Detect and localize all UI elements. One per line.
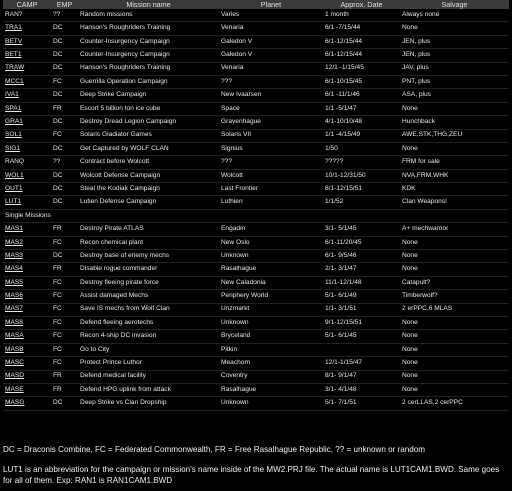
cell-date: 12/1 -1/15/45 [323,62,400,75]
table-row [3,236,509,249]
cell-emp: ?? [51,156,78,169]
cell-planet: New Oslo [219,236,323,249]
table-row [3,142,509,155]
cell-planet: Solaris VII [219,129,323,142]
cell-date: 12/1-1/15/47 [323,357,400,370]
cell-emp: FC [51,276,78,289]
cell-salvage: None [400,236,509,249]
camp-code[interactable]: LUT1 [3,196,51,209]
cell-planet: ??? [219,75,323,88]
cell-name: Hanson's Roughriders Training [78,62,219,75]
cell-date: 8/1-12/15/51 [323,183,400,196]
camp-code[interactable]: MAS8 [3,316,51,329]
cell-planet: Coventry [219,370,323,383]
camp-code[interactable]: MASA [3,330,51,343]
cell-salvage: None [400,22,509,35]
cell-emp: FR [51,370,78,383]
cell-planet: Signius [219,142,323,155]
cell-emp: DC [51,169,78,182]
camp-code[interactable]: MASG [3,397,51,410]
camp-code: RAN? [3,9,51,22]
cell-emp: ?? [51,9,78,22]
cell-date: 8/1- 9/1/47 [323,370,400,383]
table-row [3,276,509,289]
cell-planet: Rasalhague [219,383,323,396]
cell-name: Solaris Gladiator Games [78,129,219,142]
camp-code[interactable]: WOL1 [3,169,51,182]
cell-name: Wolcott Defense Campaign [78,169,219,182]
cell-planet: New Ivaarsen [219,89,323,102]
camp-code[interactable]: MAS7 [3,303,51,316]
camp-code[interactable]: MAS4 [3,263,51,276]
table-row [3,290,509,303]
camp-code[interactable]: SOL1 [3,129,51,142]
table-row [3,35,509,48]
cell-date: 6/1 -11/1/46 [323,89,400,102]
cell-emp: DC [51,49,78,62]
camp-code[interactable]: MAS1 [3,223,51,236]
table-body [3,9,509,410]
cell-salvage: None [400,142,509,155]
table-row [3,250,509,263]
table-row [3,129,509,142]
cell-emp: FC [51,129,78,142]
camp-code[interactable]: MAS6 [3,290,51,303]
cell-name: Lutien Defense Campaign [78,196,219,209]
cell-name: Defend HPG uplink from attack [78,383,219,396]
cell-planet: New Caladonia [219,276,323,289]
cell-emp: FC [51,316,78,329]
cell-planet: Unzmarkt [219,303,323,316]
cell-emp: FC [51,236,78,249]
table-row [3,223,509,236]
cell-emp: FR [51,263,78,276]
camp-code[interactable]: IVA1 [3,89,51,102]
table-row [3,316,509,329]
cell-date: 6/1-10/15/45 [323,75,400,88]
cell-date: 6/1 -7/15/44 [323,22,400,35]
table-row [3,370,509,383]
cell-planet: Luthien [219,196,323,209]
cell-emp: FR [51,223,78,236]
table-row [3,263,509,276]
cell-name: Recon 4-ship DC invasion [78,330,219,343]
cell-planet: Gravenhague [219,116,323,129]
cell-planet: Venaria [219,62,323,75]
cell-date: 5/1- 6/1/49 [323,290,400,303]
cell-salvage: 2 cerLLAS,2 cerPPC [400,397,509,410]
cell-name: Deep Strike Campaign [78,89,219,102]
cell-emp: FC [51,330,78,343]
cell-salvage: Catapult? [400,276,509,289]
table-row [3,357,509,370]
cell-date: 10/1-12/31/50 [323,169,400,182]
cell-date: 6/1-12/15/44 [323,49,400,62]
cell-date [323,343,400,356]
cell-salvage: JEN, plus [400,35,509,48]
cell-date: 6/1- 9/5/46 [323,250,400,263]
table-row [3,397,509,410]
cell-date: 1/1/52 [323,196,400,209]
header-emp: EMP [51,0,78,9]
cell-salvage: Always none [400,9,509,22]
cell-name: Disable rogue commander [78,263,219,276]
cell-name: Destroy Pirate ATLAS [78,223,219,236]
cell-planet: Periphery World [219,290,323,303]
cell-name: Defend medical facility [78,370,219,383]
camp-code[interactable]: MASD [3,370,51,383]
cell-date: 3/1- 5/1/45 [323,223,400,236]
cell-salvage: None [400,343,509,356]
cell-date: 1/1 -4/15/49 [323,129,400,142]
table-row [3,89,509,102]
cell-planet: Unknown [219,316,323,329]
cell-emp: DC [51,183,78,196]
cell-planet: Bryceland [219,330,323,343]
table-row [3,22,509,35]
cell-date: 1/1- 3/1/51 [323,303,400,316]
cell-salvage: Timberwolf? [400,290,509,303]
cell-date: 2/1- 3/1/47 [323,263,400,276]
cell-emp: DC [51,397,78,410]
table-row [3,303,509,316]
table-row [3,383,509,396]
abbreviation-note: LUT1 is an abbreviation for the campaign or mission's name inside of the MW2.PRJ file. The actual name is LUT1CAM1.BWD. Same goes for all of them. Exp: RAN1 is RAN1CAM1.BWD [3,465,500,485]
cell-planet: Galedon V [219,49,323,62]
cell-date: 1/1 -5/1/47 [323,102,400,115]
cell-salvage: None [400,383,509,396]
cell-salvage: FRM for sale [400,156,509,169]
header-date: Approx. Date [323,0,400,9]
cell-salvage: None [400,263,509,276]
camp-code[interactable]: MASB [3,343,51,356]
cell-emp: FR [51,383,78,396]
cell-date: 6/1-12/15/44 [323,35,400,48]
camp-code[interactable]: MASE [3,383,51,396]
cell-planet: Unknown [219,397,323,410]
table-row [3,9,509,22]
table-row [3,116,509,129]
cell-planet: Last Frontier [219,183,323,196]
cell-date: 5/1- 7/1/51 [323,397,400,410]
cell-emp: DC [51,89,78,102]
cell-planet: Rasalhague [219,263,323,276]
table-row [3,169,509,182]
cell-emp: FC [51,357,78,370]
header-planet: Planet [219,0,323,9]
cell-salvage: 2 erPPC,6 MLAS [400,303,509,316]
camp-code[interactable]: MAS2 [3,236,51,249]
cell-emp: DC [51,22,78,35]
header-mission-name: Mission name [78,0,219,9]
cell-name: Hanson's Roughriders Training [78,22,219,35]
section-label: Single Missions [3,209,509,222]
cell-name: Escort 5 billion ton ice cube [78,102,219,115]
camp-code[interactable]: GRA1 [3,116,51,129]
cell-emp: DC [51,196,78,209]
table-row [3,196,509,209]
cell-date: 4/1-10/10/48 [323,116,400,129]
mission-table [3,0,509,411]
cell-salvage: JEN, plus [400,49,509,62]
cell-emp: DC [51,35,78,48]
cell-salvage: None [400,330,509,343]
table-row [3,183,509,196]
cell-name: Protect Prince Luthor [78,357,219,370]
cell-date: 11/1-12/1/48 [323,276,400,289]
cell-salvage: A+ mechwarrior [400,223,509,236]
cell-salvage: PNT, plus [400,75,509,88]
cell-emp: FC [51,303,78,316]
camp-code[interactable]: SIG1 [3,142,51,155]
camp-code[interactable]: OUT1 [3,183,51,196]
cell-name: Counter-Insurgency Campaign [78,35,219,48]
camp-code[interactable]: MASC [3,357,51,370]
cell-name: Destroy Dread Legion Campaign [78,116,219,129]
cell-date: 5/1- 6/1/45 [323,330,400,343]
cell-salvage: None [400,370,509,383]
cell-name: Go to City [78,343,219,356]
cell-name: Destroy fleeing pirate force [78,276,219,289]
cell-planet: Galedon V [219,35,323,48]
cell-planet: Pitkin [219,343,323,356]
table-header-row [3,0,509,9]
cell-salvage: None [400,102,509,115]
camp-code[interactable]: BET1 [3,49,51,62]
cell-salvage: None [400,357,509,370]
cell-name: Recon chemical plant [78,236,219,249]
camp-code[interactable]: MAS3 [3,250,51,263]
cell-emp: FR [51,102,78,115]
cell-name: Save IS mechs from Wolf Clan [78,303,219,316]
cell-salvage: KDK [400,183,509,196]
camp-code[interactable]: BETV [3,35,51,48]
cell-name: Contract before Wolcott [78,156,219,169]
table-row [3,156,509,169]
cell-planet: Unknown [219,250,323,263]
cell-name: Deep Strike vs Clan Dropship [78,397,219,410]
cell-name: Assist damaged Mechs [78,290,219,303]
cell-salvage: None [400,316,509,329]
table-row [3,343,509,356]
header-camp: CAMP [3,0,51,9]
cell-date: 1/50 [323,142,400,155]
table-row [3,330,509,343]
camp-code[interactable]: TRA1 [3,22,51,35]
cell-salvage: Clan Weapons! [400,196,509,209]
header-salvage: Salvage [400,0,509,9]
cell-salvage: None [400,250,509,263]
table-row [3,49,509,62]
cell-emp: DC [51,62,78,75]
camp-code[interactable]: SPA1 [3,102,51,115]
cell-planet: Meachom [219,357,323,370]
cell-salvage: NVA,FRM,WHK [400,169,509,182]
cell-date: 9/1-12/15/51 [323,316,400,329]
camp-code[interactable]: TRAW [3,62,51,75]
table-row [3,75,509,88]
cell-emp: DC [51,142,78,155]
camp-code: RANQ [3,156,51,169]
cell-emp: FC [51,75,78,88]
section-row [3,209,509,222]
cell-planet: ??? [219,156,323,169]
cell-planet: Wolcott [219,169,323,182]
table-row [3,102,509,115]
cell-date: 1 month [323,9,400,22]
cell-emp: DC [51,116,78,129]
cell-planet: Venaria [219,22,323,35]
cell-name: Counter-Insurgency Campaign [78,49,219,62]
cell-salvage: Hunchback [400,116,509,129]
cell-emp: FC [51,343,78,356]
empire-legend: DC = Draconis Combine, FC = Federated Commonwealth, FR = Free Rasalhague Republic, ?? = unknown or random [3,445,425,454]
cell-planet: Engadin [219,223,323,236]
cell-date: 3/1- 4/1/48 [323,383,400,396]
camp-code[interactable]: MAS5 [3,276,51,289]
cell-planet: Varies [219,9,323,22]
cell-salvage: JAV, plus [400,62,509,75]
cell-emp: FC [51,290,78,303]
cell-date: 6/1-11/20/45 [323,236,400,249]
cell-date: ????? [323,156,400,169]
cell-name: Get Captured by WOLF CLAN [78,142,219,155]
cell-emp: DC [51,250,78,263]
cell-name: Defend fleeing aerotechs [78,316,219,329]
camp-code[interactable]: MCC1 [3,75,51,88]
cell-salvage: ASA, plus [400,89,509,102]
cell-name: Random missions [78,9,219,22]
cell-name: Destroy base of enemy mechs [78,250,219,263]
cell-salvage: AWE,STK,THG,ZEU [400,129,509,142]
cell-planet: Space [219,102,323,115]
cell-name: Steal the Kodiak Campaign [78,183,219,196]
cell-name: Guerrilla Operation Campaign [78,75,219,88]
table-row [3,62,509,75]
